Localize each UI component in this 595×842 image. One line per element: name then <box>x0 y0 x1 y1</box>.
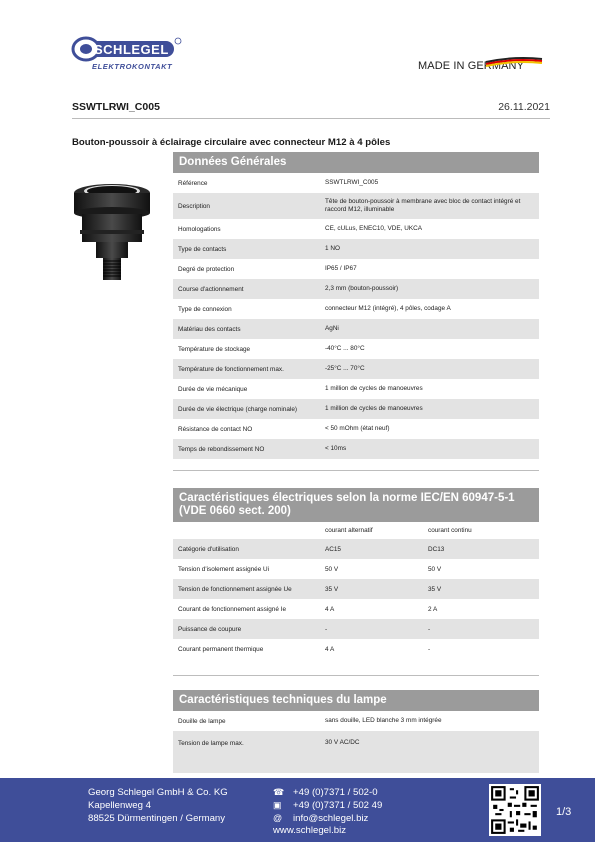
row-value-dc: DC13 <box>428 545 445 553</box>
row-value: 1 million de cycles de manoeuvres <box>325 405 423 412</box>
footer-fax: +49 (0)7371 / 502 49 <box>293 800 383 811</box>
email-icon: @ <box>273 813 283 823</box>
row-key: Référence <box>178 179 208 187</box>
row-value-ac: 35 V <box>325 585 339 593</box>
row-value: Tête de bouton-poussoir à membrane avec bloc de contact intégré et raccord M12, illuminable <box>325 198 521 213</box>
table-row <box>173 339 539 359</box>
svg-text:ELEKTROKONTAKT: ELEKTROKONTAKT <box>92 62 173 71</box>
footer-email[interactable]: info@schlegel.biz <box>293 813 369 824</box>
table-row <box>173 279 539 299</box>
table-row <box>173 193 539 219</box>
header-divider <box>72 118 550 119</box>
row-key: Courant de fonctionnement assigné Ie <box>178 605 287 613</box>
row-key: Résistance de contact NO <box>178 425 253 433</box>
row-key: Catégorie d'utilisation <box>178 545 239 553</box>
row-key: Courant permanent thermique <box>178 645 264 653</box>
row-value: 1 NO <box>325 245 340 252</box>
row-value: 30 V AC/DC <box>325 739 360 746</box>
table-row <box>173 419 539 439</box>
footer-phone[interactable]: +49 (0)7371 / 502-0 <box>293 787 378 798</box>
table-row <box>173 359 539 379</box>
table-row <box>173 711 539 731</box>
row-key: Douille de lampe <box>178 717 226 725</box>
row-value: 1 million de cycles de manoeuvres <box>325 385 423 392</box>
row-key: Puissance de coupure <box>178 625 242 633</box>
table-row <box>173 259 539 279</box>
qr-code[interactable] <box>489 784 541 836</box>
table-row <box>173 731 539 755</box>
phone-icon: ☎ <box>273 787 285 797</box>
row-value-dc: 2 A <box>428 605 438 613</box>
section-lamp-title: Caractéristiques techniques du lampe <box>173 690 539 711</box>
product-image <box>70 180 154 286</box>
section-divider <box>173 470 539 471</box>
table-row <box>173 319 539 339</box>
row-key: Tension de lampe max. <box>178 739 244 747</box>
row-value: -40°C ... 80°C <box>325 345 365 352</box>
table-row <box>173 379 539 399</box>
footer-company: Georg Schlegel GmbH & Co. KG <box>88 787 228 798</box>
fax-icon: ▣ <box>273 800 282 810</box>
row-key: Course d'actionnement <box>178 285 244 293</box>
made-in-label: MADE IN GERMANY <box>418 60 525 72</box>
column-header-dc: courant continu <box>428 527 472 534</box>
table-row <box>173 173 539 193</box>
table-row <box>173 219 539 239</box>
table-row <box>173 439 539 459</box>
row-value: connecteur M12 (intégré), 4 pôles, codage A <box>325 305 451 312</box>
row-value-ac: 4 A <box>325 645 335 653</box>
row-key: Durée de vie électrique (charge nominale) <box>178 405 298 413</box>
row-value: IP65 / IP67 <box>325 265 357 272</box>
row-key: Temps de rebondissement NO <box>178 445 265 453</box>
row-value: < 10ms <box>325 445 347 452</box>
row-value: AgNi <box>325 325 339 332</box>
table-row <box>173 599 539 619</box>
row-value-ac: - <box>325 625 328 633</box>
row-key: Durée de vie mécanique <box>178 385 248 393</box>
table-row <box>173 239 539 259</box>
row-key: Homologations <box>178 225 221 233</box>
row-key: Type de connexion <box>178 305 232 313</box>
row-key: Description <box>178 202 210 210</box>
row-value: sans douille, LED blanche 3 mm intégrée <box>325 717 442 724</box>
row-value: 2,3 mm (bouton-poussoir) <box>325 285 399 292</box>
table-row <box>173 539 539 559</box>
section-general <box>173 152 539 459</box>
row-key: Température de fonctionnement max. <box>178 365 284 373</box>
document-id: SSWTLRWI_C005 <box>72 101 160 113</box>
germany-flag-swoosh <box>484 56 544 70</box>
table-row <box>173 619 539 639</box>
row-value-ac: 4 A <box>325 605 335 613</box>
table-filler <box>173 755 539 773</box>
table-row <box>173 299 539 319</box>
section-divider <box>173 675 539 676</box>
column-header-ac: courant alternatif <box>325 527 373 534</box>
product-title: Bouton-poussoir à éclairage circulaire avec connecteur M12 à 4 pôles <box>72 137 391 148</box>
row-value-ac: AC15 <box>325 545 341 553</box>
row-value-dc: - <box>428 625 431 633</box>
row-value: SSWTLRWI_C005 <box>325 179 379 186</box>
row-value: -25°C ... 70°C <box>325 365 365 372</box>
section-general-title: Données Générales <box>173 152 539 173</box>
table-row <box>173 399 539 419</box>
document-date: 26.11.2021 <box>498 101 550 113</box>
row-value-dc: - <box>428 645 431 653</box>
row-value: CE, cULus, ENEC10, VDE, UKCA <box>325 225 422 232</box>
section-lamp <box>173 690 539 773</box>
table-row <box>173 559 539 579</box>
row-value-dc: 35 V <box>428 585 442 593</box>
footer-website[interactable]: www.schlegel.biz <box>273 825 347 836</box>
section-electrical-title: Caractéristiques électriques selon la norme IEC/EN 60947-5-1 (VDE 0660 sect. 200) <box>173 488 539 522</box>
footer-street: Kapellenweg 4 <box>88 800 151 811</box>
row-key: Degré de protection <box>178 265 235 273</box>
footer-city: 88525 Dürmentingen / Germany <box>88 813 226 824</box>
row-key: Tension de fonctionnement assignée Ue <box>178 585 292 593</box>
page-number: 1/3 <box>556 806 572 818</box>
row-value-ac: 50 V <box>325 565 339 573</box>
svg-text:SCHLEGEL: SCHLEGEL <box>94 42 169 57</box>
section-electrical <box>173 488 539 659</box>
row-key: Type de contacts <box>178 245 227 253</box>
table-row <box>173 639 539 659</box>
schlegel-logo <box>70 36 190 74</box>
row-key: Température de stockage <box>178 345 251 353</box>
row-key: Tension d'isolement assignée Ui <box>178 565 270 573</box>
general-rows <box>173 173 539 459</box>
row-value: < 50 mOhm (état neuf) <box>325 425 390 432</box>
table-row <box>173 579 539 599</box>
table-header-row <box>173 522 539 539</box>
row-key: Matériau des contacts <box>178 325 241 333</box>
row-value-dc: 50 V <box>428 565 442 573</box>
